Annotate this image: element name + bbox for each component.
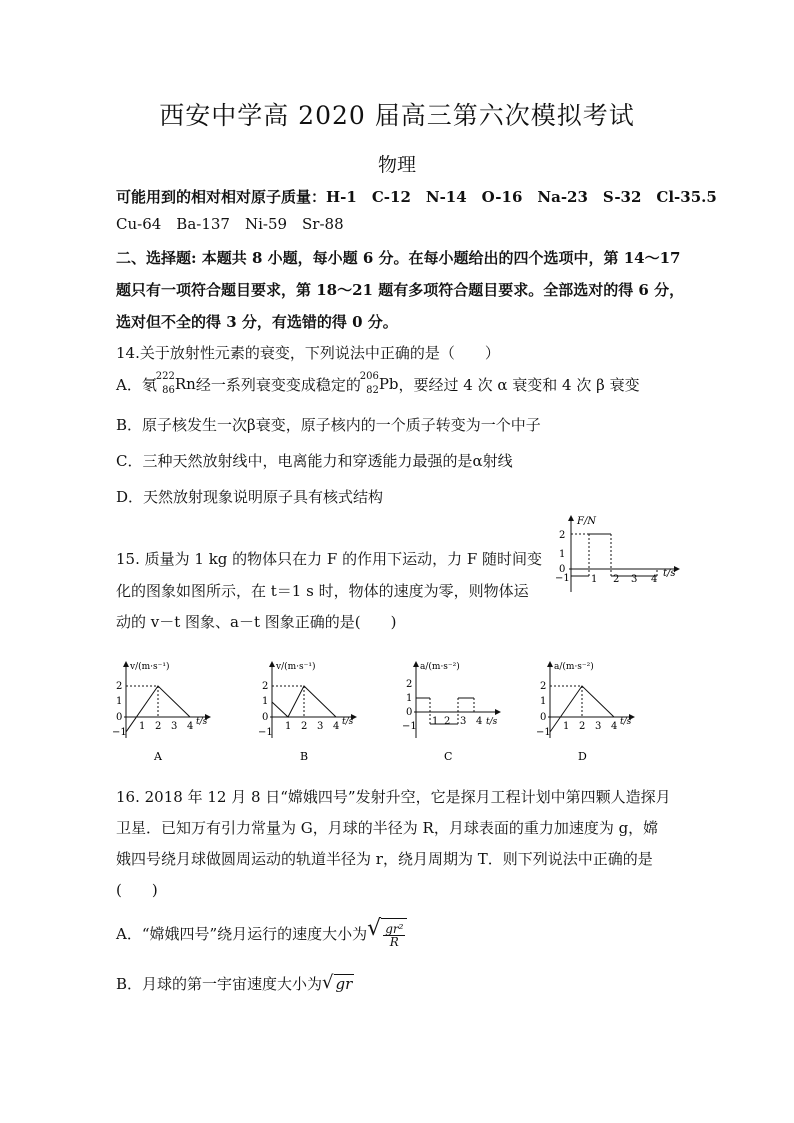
rn-mass-number: 222 [155,371,175,382]
q16-line-2: 卫星．已知万有引力常量为 G，月球的半径为 R，月球表面的重力加速度为 g，嫦 [116,819,659,837]
q16-b-radicand: gr [335,975,353,993]
q15-option-graphs [110,658,640,768]
graph-d-y2: 2 [540,681,547,692]
graph-a [112,661,210,763]
section-instructions-line-3: 选对但不全的得 3 分，有选错的得 0 分。 [116,313,398,331]
atomic-masses-line-1: 可能用到的相对相对原子质量：H-1 C-12 N-14 O-16 Na-23 S-32 Cl-35.5 [116,188,717,206]
f-xtick-1: 1 [591,574,598,585]
graph-c-y0: 0 [406,707,413,718]
graph-d-ylabel: a/(m·s⁻²) [554,662,594,672]
graph-b-ylabel: v/(m·s⁻¹) [276,662,316,672]
f-ytick-0: 0 [559,564,566,575]
graph-a-x1: 1 [139,721,146,732]
f-xtick-2: 2 [613,574,620,585]
graph-c-x2: 2 [444,716,451,727]
radical-sign-icon: √ [367,916,382,941]
sqrt-expression-b [322,974,354,993]
q16-b-text: B．月球的第一宇宙速度大小为 [116,975,323,993]
pb-atomic-number: 82 [366,385,379,396]
atomic-masses-line-2: Cu-64 Ba-137 Ni-59 Sr-88 [116,215,344,233]
section-instructions-line-1: 二、选择题: 本题共 8 小题，每小题 6 分。在每小题给出的四个选项中，第 14～17 [116,249,681,267]
graph-a-xlabel: t/s [196,717,208,727]
q14-option-c: C．三种天然放射线中，电离能力和穿透能力最强的是α射线 [116,452,513,470]
graph-a-y2: 2 [116,681,123,692]
graph-c-x1: 1 [432,716,439,727]
f-ylabel: F/N [577,516,597,527]
graph-b-label: B [300,750,309,763]
graph-d-x1: 1 [563,721,570,732]
graph-a-x2: 2 [155,721,162,732]
q16-line-1: 16. 2018 年 12 月 8 日“嫦娥四号”发射升空，它是探月工程计划中第四颗人造探月 [116,788,671,806]
graph-d-x3: 3 [595,721,602,732]
graph-a-label: A [154,750,162,763]
graph-b-y0: 0 [262,712,269,723]
q14-a-suffix: ，要经过 4 次 α 衰变和 4 次 β 衰变 [398,375,640,394]
q16-a-denominator: R [389,935,399,949]
graph-a-y0: 0 [116,712,123,723]
graph-d [536,661,634,763]
graph-b-y1: 1 [262,696,269,707]
pb-mass-number: 206 [359,371,379,382]
graph-d-y0: 0 [540,712,547,723]
rn-symbol: Rn [174,375,196,393]
q14-option-a [116,372,640,396]
q14-a-prefix: A．氡 [116,375,157,394]
graph-c-yneg1: −1 [402,721,417,732]
q14-stem: 14.关于放射性元素的衰变，下列说法中正确的是（ ） [116,344,500,362]
graph-d-x2: 2 [579,721,586,732]
q15-line-2: 化的图象如图所示，在 t＝1 s 时，物体的速度为零，则物体运 [116,582,529,600]
f-ytick-neg1: −1 [555,573,570,584]
section-instructions-line-2: 题只有一项符合题目要求，第 18～21 题有多项符合题目要求。全部选对的得 6 分， [116,281,685,299]
graph-a-yneg1: −1 [112,727,127,738]
graph-c [402,661,500,763]
q16-line-4: ( ) [116,881,158,899]
graph-d-label: D [578,750,587,763]
q14-option-d: D．天然放射现象说明原子具有核式结构 [116,488,384,506]
q15-line-3: 动的 v－t 图象、a－t 图象正确的是( ) [116,613,397,631]
q14-a-mid: 经一系列衰变变成稳定的 [195,375,361,394]
graph-c-y2: 2 [406,679,413,690]
f-ytick-2: 2 [559,530,566,541]
q14-option-b: B．原子核发生一次β衰变，原子核内的一个质子转变为一个中子 [116,416,541,434]
graph-c-x3: 3 [460,716,467,727]
q16-a-numerator: gr² [385,922,404,936]
subject-title: 物理 [377,154,416,176]
graph-b-xlabel: t/s [342,717,354,727]
graph-d-y1: 1 [540,696,547,707]
f-ytick-1: 1 [559,549,566,560]
pb-symbol: Pb [378,375,399,393]
graph-c-xlabel: t/s [486,717,498,727]
graph-b-x4: 4 [333,721,340,732]
graph-c-ylabel: a/(m·s⁻²) [420,662,460,672]
force-time-graph [555,512,685,596]
graph-c-label: C [444,750,453,763]
sqrt-expression-a [367,918,407,948]
q16-option-a [116,918,407,948]
q16-option-b [116,973,354,994]
f-xtick-3: 3 [631,574,638,585]
q15-line-1: 15. 质量为 1 kg 的物体只在力 F 的作用下运动，力 F 随时间变 [116,550,543,568]
rn-atomic-number: 86 [162,385,175,396]
page-title: 西安中学高 2020 届高三第六次模拟考试 [159,101,635,130]
graph-a-x4: 4 [187,721,194,732]
graph-c-x4: 4 [476,716,483,727]
f-xtick-4: 4 [651,574,658,585]
q16-line-3: 娥四号绕月球做圆周运动的轨道半径为 r，绕月周期为 T．则下列说法中正确的是 [116,850,653,868]
graph-a-y1: 1 [116,696,123,707]
graph-d-xlabel: t/s [620,717,632,727]
graph-b-x1: 1 [285,721,292,732]
q16-a-text: A．“嫦娥四号”绕月运行的速度大小为 [116,924,368,943]
graph-b-yneg1: −1 [258,727,273,738]
graph-a-ylabel: v/(m·s⁻¹) [130,662,170,672]
graph-b-x2: 2 [301,721,308,732]
graph-a-x3: 3 [171,721,178,732]
rn-nuclide-indices [157,372,175,396]
graph-c-y1: 1 [406,693,413,704]
graph-b [258,661,356,763]
graph-d-yneg1: −1 [536,727,551,738]
f-xlabel: t/s [663,568,676,579]
graph-b-y2: 2 [262,681,269,692]
pb-nuclide-indices [361,372,379,396]
graph-b-x3: 3 [317,721,324,732]
graph-d-x4: 4 [611,721,618,732]
radical-sign-icon: √ [322,972,334,993]
